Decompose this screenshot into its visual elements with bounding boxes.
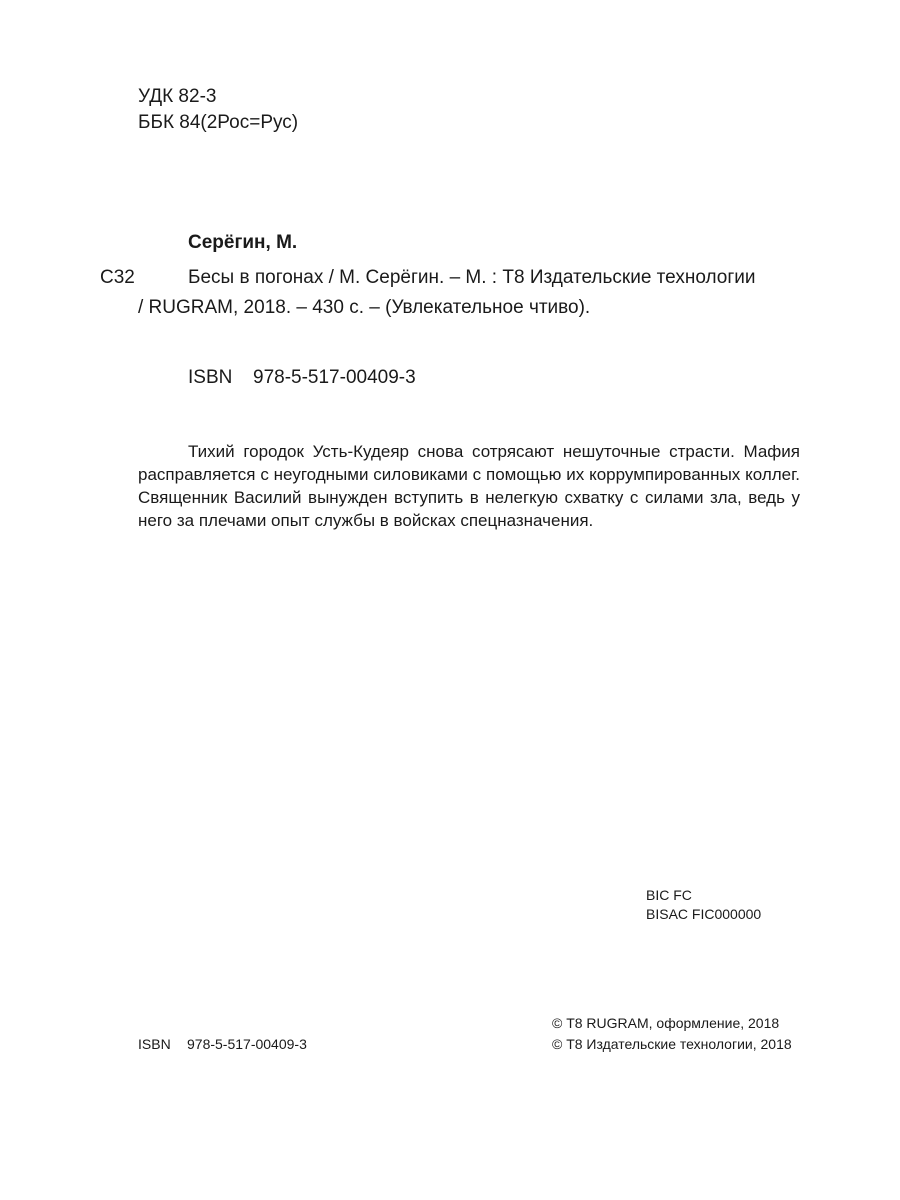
copyright-publisher: © Т8 Издательские технологии, 2018 bbox=[552, 1036, 792, 1052]
bbk-code: ББК 84(2Рос=Рус) bbox=[138, 112, 299, 133]
author-heading: Серёгин, М. bbox=[188, 232, 298, 253]
isbn-value: 978-5-517-00409-3 bbox=[253, 367, 416, 388]
footer-isbn-label: ISBN bbox=[138, 1036, 171, 1052]
isbn-label: ISBN bbox=[188, 367, 233, 388]
bibliographic-description-line-1: Бесы в погонах / М. Серёгин. – М. : Т8 Издательские технологии bbox=[188, 267, 756, 288]
bisac-code: BISAC FIC000000 bbox=[646, 906, 762, 922]
bibliographic-description-line-2: / RUGRAM, 2018. – 430 с. – (Увлекательное чтиво). bbox=[138, 297, 591, 318]
udk-code: УДК 82-3 bbox=[138, 86, 217, 107]
bic-code: BIC FC bbox=[646, 887, 692, 903]
copyright-design: © Т8 RUGRAM, оформление, 2018 bbox=[552, 1015, 780, 1031]
annotation-paragraph: Тихий городок Усть-Кудеяр снова сотрясают нешуточные страсти. Мафия расправляется с неугодными силовиками с помощью их коррумпированных коллег. Священник Василий вынужден вступить в нелегкую схватку с силами зла, ведь у него за плечами опыт службы в войсках спецназначения. bbox=[138, 442, 800, 530]
author-sign-code: С32 bbox=[100, 267, 135, 288]
footer-isbn-value: 978-5-517-00409-3 bbox=[187, 1036, 307, 1052]
